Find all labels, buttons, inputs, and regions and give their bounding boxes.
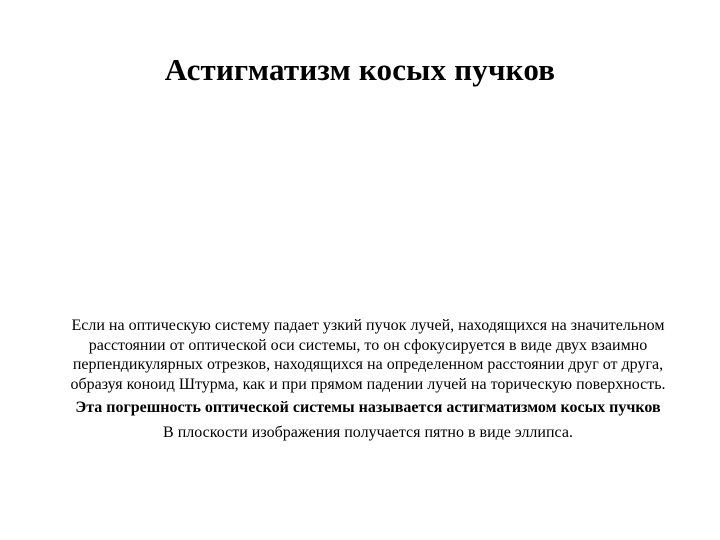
body-paragraph-description: Если на оптическую систему падает узкий пучок лучей, находящихся на значительном расстоянии от оптической оси системы, то он сфокусируется в виде двух взаимно перпендикулярных отрезков, находящихся на определенном расстоянии друг от друга, образуя коноид Штурма, как и при прямом падении лучей на торическую поверхность. (70, 317, 666, 393)
blank-image-area (60, 110, 660, 310)
slide-title: Астигматизм косых пучков (164, 52, 556, 87)
slide-body (58, 316, 678, 442)
body-paragraph-ellipse: В плоскости изображения получается пятно в виде эллипса. (163, 423, 573, 441)
body-paragraph-definition: Эта погрешность оптической системы называется астигматизмом косых пучков (75, 399, 661, 416)
